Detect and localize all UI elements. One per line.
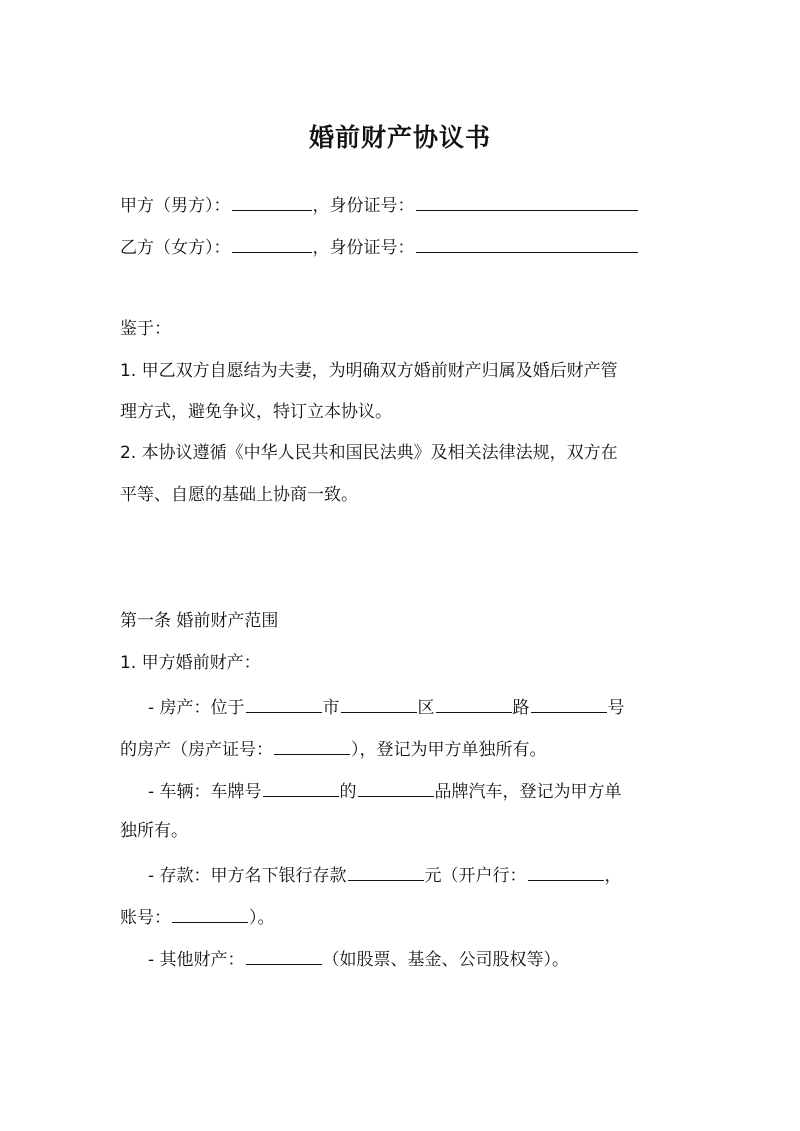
vehicle-prefix: - 车辆：车牌号 <box>148 782 262 802</box>
house-number-blank[interactable] <box>531 692 607 713</box>
deposit-yuan-label: 元（开户行： <box>424 866 527 886</box>
vehicle-line-1 <box>148 776 622 805</box>
whereas-item-1-line1: 1. 甲乙双方自愿结为夫妻，为明确双方婚前财产归属及婚后财产管 <box>120 361 618 381</box>
house-district-label: 区 <box>417 698 435 718</box>
party-a-label: 甲方（男方）： <box>120 196 231 216</box>
house-road-label: 路 <box>512 698 530 718</box>
deposit-amount-blank[interactable] <box>348 860 424 881</box>
deposit-account-suffix: ）。 <box>249 908 275 928</box>
party-a-id-label: ，身份证号： <box>312 196 415 216</box>
whereas-heading: 鉴于： <box>120 319 171 339</box>
deposit-prefix: - 存款：甲方名下银行存款 <box>148 866 347 886</box>
other-assets-line <box>148 944 569 973</box>
whereas-item-1-line2: 理方式，避免争议，特订立本协议。 <box>120 402 392 422</box>
party-b-id-blank[interactable] <box>416 232 638 253</box>
other-prefix: - 其他财产： <box>148 950 245 970</box>
vehicle-brand-blank[interactable] <box>358 776 434 797</box>
house-cert-suffix: ），登记为甲方单独所有。 <box>351 740 547 760</box>
vehicle-plate-blank[interactable] <box>263 776 339 797</box>
party-a-line <box>120 190 639 219</box>
deposit-account-blank[interactable] <box>172 902 248 923</box>
party-b-line <box>120 232 639 261</box>
deposit-account-prefix: 账号： <box>120 908 171 928</box>
house-cert-blank[interactable] <box>274 734 350 755</box>
article-1-sub-1: 1. 甲方婚前财产： <box>120 653 261 673</box>
house-line-1 <box>148 692 625 721</box>
house-district-blank[interactable] <box>341 692 417 713</box>
house-line-2 <box>120 734 547 763</box>
deposit-comma: ， <box>604 866 622 886</box>
party-b-label: 乙方（女方）： <box>120 238 231 258</box>
deposit-bank-blank[interactable] <box>528 860 604 881</box>
party-b-name-blank[interactable] <box>232 232 312 253</box>
deposit-line-2 <box>120 902 275 931</box>
whereas-item-2-line2: 平等、自愿的基础上协商一致。 <box>120 485 358 505</box>
other-assets-blank[interactable] <box>246 944 322 965</box>
party-b-id-label: ，身份证号： <box>312 238 415 258</box>
house-city-blank[interactable] <box>246 692 322 713</box>
whereas-item-2-line1: 2. 本协议遵循《中华人民共和国民法典》及相关法律法规，双方在 <box>120 443 618 463</box>
house-road-blank[interactable] <box>436 692 512 713</box>
other-suffix: （如股票、基金、公司股权等）。 <box>322 950 570 970</box>
document-title: 婚前财产协议书 <box>308 123 491 152</box>
deposit-line-1 <box>148 860 622 889</box>
party-a-id-blank[interactable] <box>416 190 638 211</box>
vehicle-line-2: 独所有。 <box>120 821 188 841</box>
party-a-name-blank[interactable] <box>232 190 312 211</box>
vehicle-suffix: 品牌汽车，登记为甲方单 <box>434 782 622 802</box>
house-prefix: - 房产：位于 <box>148 698 245 718</box>
article-1-heading: 第一条 婚前财产范围 <box>120 611 279 631</box>
house-city-label: 市 <box>322 698 340 718</box>
house-number-label: 号 <box>607 698 625 718</box>
house-cert-prefix: 的房产（房产证号： <box>120 740 273 760</box>
vehicle-of-label: 的 <box>339 782 357 802</box>
